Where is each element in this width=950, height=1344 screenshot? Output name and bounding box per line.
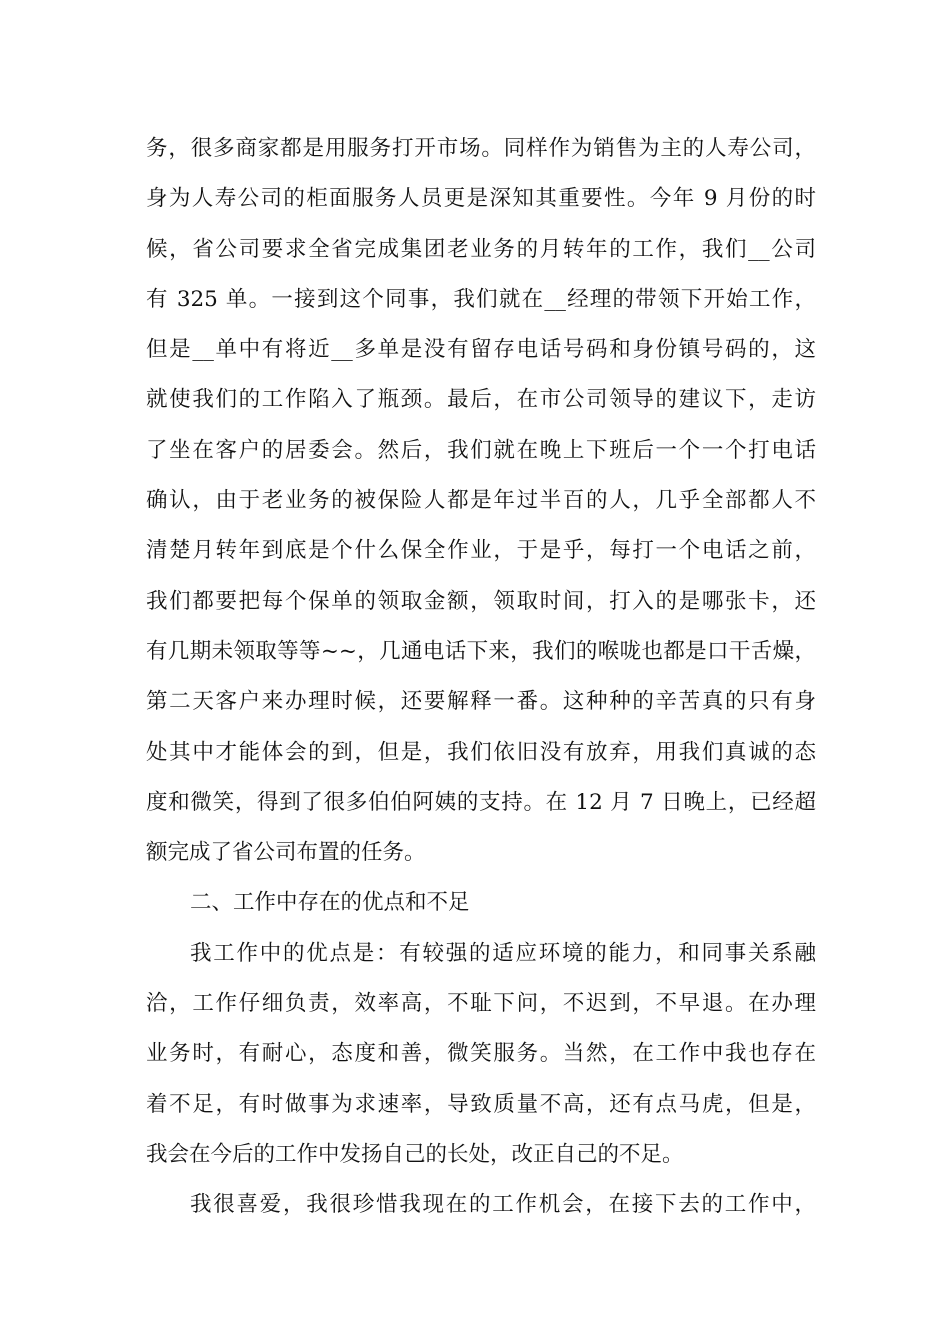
text-line: 但是__单中有将近__多单是没有留存电话号码和身份镇号码的，这: [146, 337, 816, 363]
section-heading: 二、工作中存在的优点和不足: [190, 890, 470, 916]
text-line: 身为人寿公司的柜面服务人员更是深知其重要性。今年 9 月份的时: [146, 186, 816, 212]
text-line: 度和微笑，得到了很多伯伯阿姨的支持。在 12 月 7 日晚上，已经超: [146, 789, 816, 815]
text-line: 了坐在客户的居委会。然后，我们就在晚上下班后一个一个打电话: [146, 437, 816, 463]
text-line: 我们都要把每个保单的领取金额，领取时间，打入的是哪张卡，还: [146, 588, 816, 614]
text-line: 额完成了省公司布置的任务。: [146, 840, 426, 866]
text-line: 着不足，有时做事为求速率，导致质量不高，还有点马虎，但是，: [146, 1091, 816, 1117]
text-line: 我工作中的优点是：有较强的适应环境的能力，和同事关系融: [190, 940, 816, 966]
text-line: 我会在今后的工作中发扬自己的长处，改正自己的不足。: [146, 1141, 684, 1167]
text-line: 洽，工作仔细负责，效率高，不耻下问，不迟到，不早退。在办理: [146, 991, 816, 1017]
text-line: 有 325 单。一接到这个同事，我们就在__经理的带领下开始工作，: [146, 286, 816, 312]
text-line: 就使我们的工作陷入了瓶颈。最后，在市公司领导的建议下，走访: [146, 387, 816, 413]
text-line: 我很喜爱，我很珍惜我现在的工作机会，在接下去的工作中，: [190, 1192, 816, 1218]
body-text: [146, 124, 816, 1231]
text-line: 有几期未领取等等~~，几通电话下来，我们的喉咙也都是口干舌燥，: [146, 638, 816, 664]
text-line: 业务时，有耐心，态度和善，微笑服务。当然，在工作中我也存在: [146, 1041, 816, 1067]
text-line: 第二天客户来办理时候，还要解释一番。这种种的辛苦真的只有身: [146, 689, 816, 715]
text-line: 务，很多商家都是用服务打开市场。同样作为销售为主的人寿公司，: [146, 136, 816, 161]
text-line: 清楚月转年到底是个什么保全作业，于是乎，每打一个电话之前，: [146, 538, 816, 564]
text-line: 候，省公司要求全省完成集团老业务的月转年的工作，我们__公司: [146, 236, 816, 262]
text-line: 确认，由于老业务的被保险人都是年过半百的人，几乎全部都人不: [146, 488, 816, 514]
text-line: 处其中才能体会的到，但是，我们依旧没有放弃，用我们真诚的态: [146, 739, 816, 765]
